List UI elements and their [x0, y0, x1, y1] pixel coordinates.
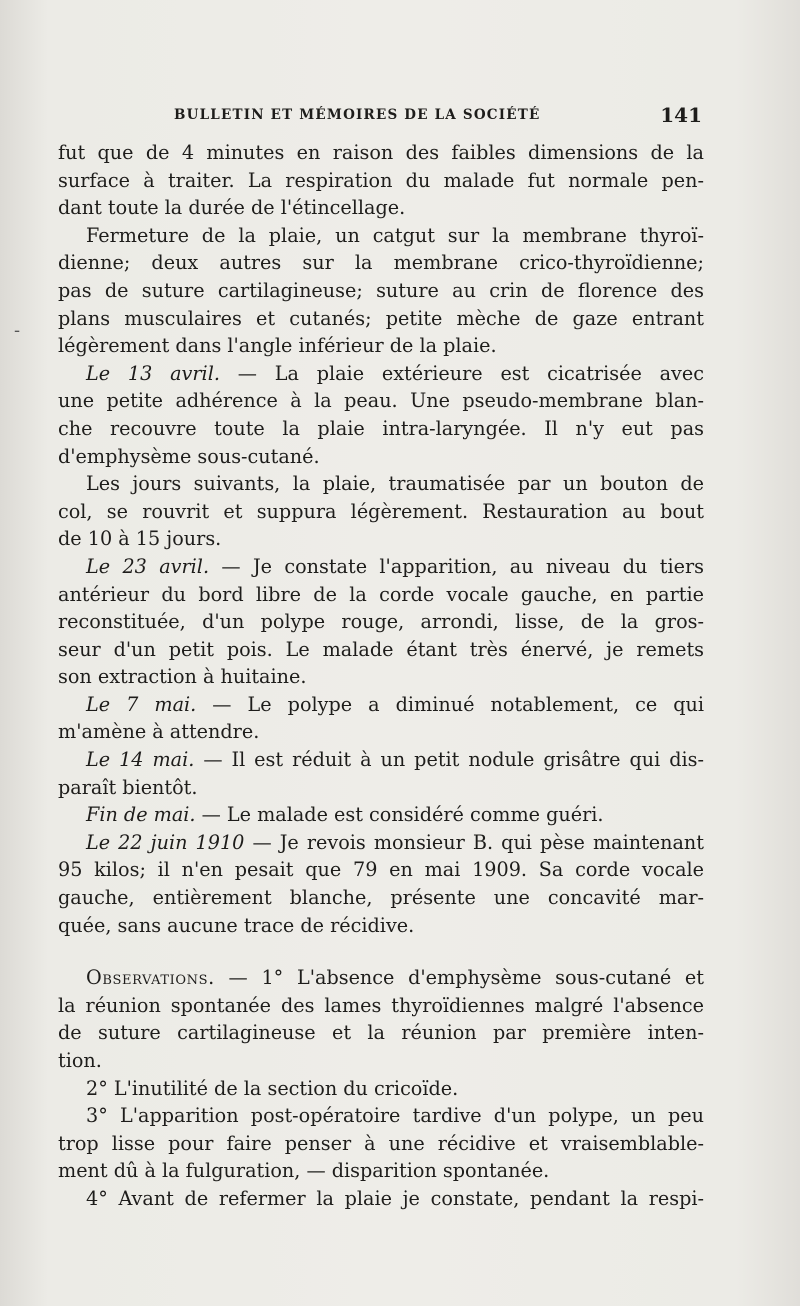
line-text: Fermeture de la plaie, un catgut sur la membrane thyroï-: [86, 223, 704, 247]
text-line: [58, 636, 704, 664]
line-text: surface à traiter. La respiration du malade fut normale pen-: [58, 168, 704, 192]
line-text: Les jours suivants, la plaie, traumatisée par un bouton de: [86, 472, 704, 496]
text-line: [58, 525, 704, 553]
line-text: paraît bientôt.: [58, 775, 198, 799]
line-text: che recouvre toute la plaie intra-laryngée. Il n'y eut pas: [58, 416, 704, 440]
text-line: [58, 964, 704, 992]
text-line: [58, 1047, 704, 1075]
line-text: m'amène à attendre.: [58, 720, 260, 744]
line-text: — 1° L'absence d'emphysème sous-cutané et: [214, 966, 704, 990]
text-line: [58, 470, 704, 498]
line-text: — Le polype a diminué notablement, ce qui: [196, 692, 704, 716]
text-line: [58, 1019, 704, 1047]
text-line: [58, 912, 704, 940]
line-text: fut que de 4 minutes en raison des faibles dimensions de la: [58, 141, 704, 164]
text-line: [58, 194, 704, 222]
text-line: [58, 663, 704, 691]
text-line: [58, 443, 704, 471]
text-line: [58, 360, 704, 388]
text-line: [58, 829, 704, 857]
date-heading: Fin de mai.: [86, 803, 196, 827]
text-line: [58, 249, 704, 277]
text-line: [58, 608, 704, 636]
text-line: [58, 332, 704, 360]
line-text: col, se rouvrit et suppura légèrement. Restauration au bout: [58, 499, 704, 523]
line-text: dienne; deux autres sur la membrane crico-thyroïdienne;: [58, 251, 704, 275]
text-line: [58, 498, 704, 526]
text-line: [58, 746, 704, 774]
text-line: [58, 139, 704, 167]
text-line: [58, 884, 704, 912]
text-line: [58, 167, 704, 195]
paragraph-gap: [58, 939, 704, 964]
text-line: [58, 1102, 704, 1130]
line-text: reconstituée, d'un polype rouge, arrondi, lisse, de la gros-: [58, 610, 704, 634]
line-text: 2° L'inutilité de la section du cricoïde.: [86, 1076, 459, 1100]
line-text: son extraction à huitaine.: [58, 665, 307, 689]
line-text: d'emphysème sous-cutané.: [58, 444, 320, 468]
text-line: [58, 277, 704, 305]
text-line: [58, 1075, 704, 1103]
line-text: — Il est réduit à un petit nodule grisâtre qui dis-: [194, 748, 704, 772]
line-text: 95 kilos; il n'en pesait que 79 en mai 1909. Sa corde vocale: [58, 858, 704, 882]
line-text: — Le malade est considéré comme guéri.: [195, 803, 604, 827]
line-text: quée, sans aucune trace de récidive.: [58, 913, 415, 937]
line-text: plans musculaires et cutanés; petite mèche de gaze entrant: [58, 306, 704, 330]
text-line: [58, 581, 704, 609]
text-line: [58, 691, 704, 719]
margin-mark: -: [14, 320, 21, 341]
page-header: [150, 103, 702, 129]
text-line: [58, 305, 704, 333]
text-line: [58, 415, 704, 443]
line-text: la réunion spontanée des lames thyroïdiennes malgré l'absence: [58, 993, 704, 1017]
line-text: dant toute la durée de l'étincellage.: [58, 196, 406, 220]
line-text: légèrement dans l'angle inférieur de la plaie.: [58, 334, 497, 358]
line-text: — Je constate l'apparition, au niveau du tiers: [209, 554, 704, 578]
date-heading: Le 22 juin 1910: [86, 830, 245, 854]
text-line: [58, 553, 704, 581]
line-text: trop lisse pour faire penser à une récidive et vraisemblable-: [58, 1131, 704, 1155]
line-text: ment dû à la fulguration, — disparition spontanée.: [58, 1159, 550, 1183]
line-text: 3° L'apparition post-opératoire tardive d'un polype, un peu: [86, 1104, 704, 1128]
text-line: [58, 774, 704, 802]
text-line: [58, 992, 704, 1020]
body-text: [58, 139, 704, 1213]
text-line: [58, 718, 704, 746]
date-heading: Le 13 avril.: [86, 361, 220, 385]
text-line: [58, 1157, 704, 1185]
text-line: [58, 801, 704, 829]
text-line: [58, 1185, 704, 1213]
text-line: [58, 387, 704, 415]
line-text: gauche, entièrement blanche, présente une concavité mar-: [58, 886, 704, 910]
date-heading: Le 14 mai.: [86, 748, 195, 772]
date-heading: Le 23 avril.: [86, 554, 210, 578]
line-text: — La plaie extérieure est cicatrisée avec: [219, 361, 704, 385]
text-line: [58, 1130, 704, 1158]
text-line: [58, 222, 704, 250]
running-head: BULLETIN ET MÉMOIRES DE LA SOCIÉTÉ: [174, 107, 541, 123]
line-text: une petite adhérence à la peau. Une pseudo-membrane blan-: [58, 389, 704, 413]
line-text: antérieur du bord libre de la corde vocale gauche, en partie: [58, 582, 704, 606]
line-text: de suture cartilagineuse et la réunion par première inten-: [58, 1021, 704, 1045]
page-number: 141: [660, 103, 702, 127]
line-text: pas de suture cartilagineuse; suture au crin de florence des: [58, 278, 704, 302]
line-text: — Je revois monsieur B. qui pèse maintenant: [244, 830, 704, 854]
date-heading: Le 7 mai.: [86, 692, 197, 716]
line-text: tion.: [58, 1049, 102, 1072]
line-text: de 10 à 15 jours.: [58, 527, 222, 551]
line-text: 4° Avant de refermer la plaie je constate, pendant la respi-: [86, 1186, 704, 1210]
line-text: seur d'un petit pois. Le malade étant très énervé, je remets: [58, 637, 704, 661]
section-heading: Observations.: [86, 966, 215, 990]
text-line: [58, 856, 704, 884]
